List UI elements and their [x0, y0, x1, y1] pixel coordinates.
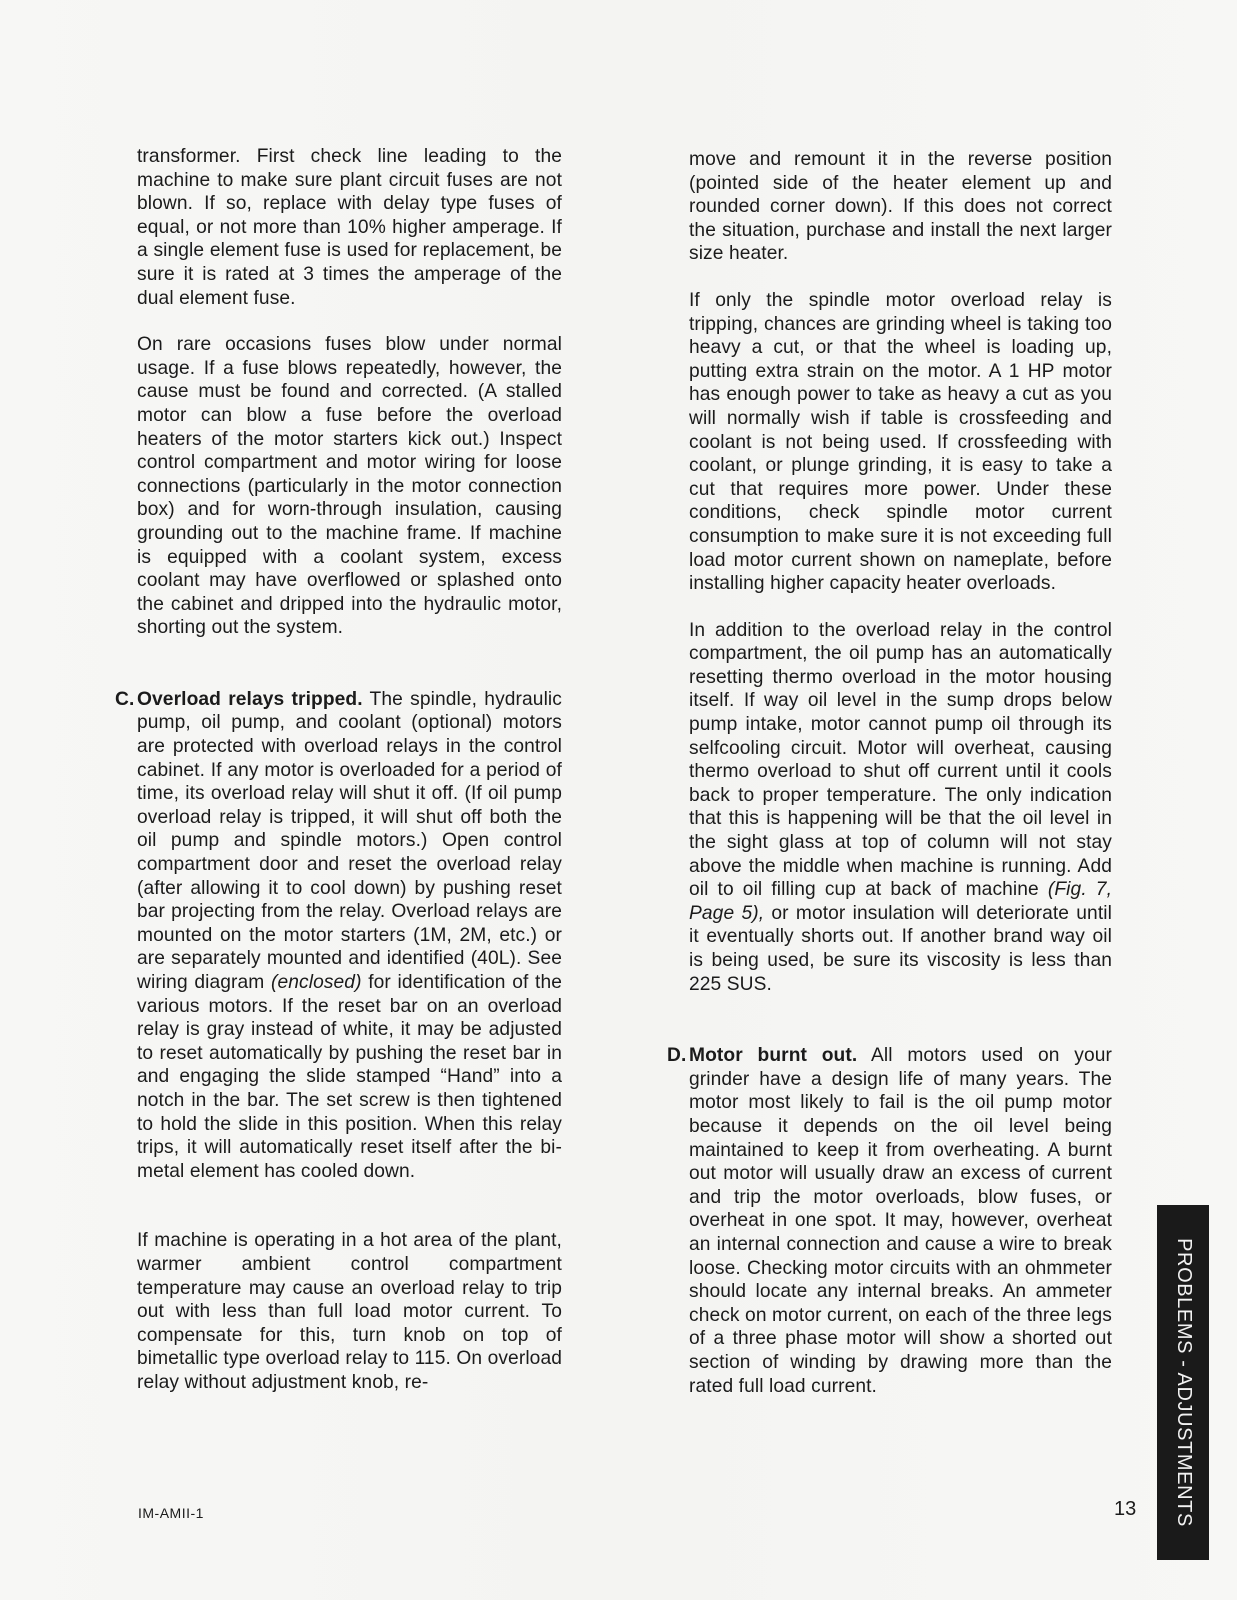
section-d-motor-burnt-out [667, 1044, 1112, 1398]
document-code: IM-AMII-1 [138, 1505, 204, 1521]
section-c-emphasis: (enclosed) [270, 972, 362, 993]
section-d-text: All motors used on your grinder have a design life of many years. The motor most likely to fail is the oil pump motor because it depends on the oil level being maintained to keep it from overheating. A burnt out motor will usually draw an excess of current and trip the motor overloads, blow fuses, or overheat in one spot. It may, however, overheat an internal connection and cause a wire to break loose. Checking motor circuits with an ohmmeter should locate any internal breaks. An ammeter check on motor current, on each of the three legs of a three phase motor will show a shorted out section of winding by drawing more than the rated full load current. [689, 1045, 1112, 1397]
section-d-letter: D. [667, 1045, 687, 1067]
page-number: 13 [1114, 1498, 1137, 1520]
section-side-tab [1157, 1205, 1209, 1560]
right-paragraph-2: If only the spindle motor overload relay is tripping, chances are grinding wheel is taking too heavy a cut, or that the wheel is loading up, putting extra strain on the motor. A 1 HP motor has enough power to take as heavy a cut as you will normally wish if table is crossfeeding and coolant is not being used. If crossfeeding with coolant, or plunge grinding, it is easy to take a cut that requires more power. Under these conditions, check spindle motor current consumption to make sure it is not exceeding full load motor current shown on nameplate, before installing higher capacity heater overloads. [689, 289, 1112, 595]
right-paragraph-1: move and remount it in the reverse position (pointed side of the heater element up and rounded corner down). If this does not correct the situation, purchase and install the next larger size heater. [689, 149, 1112, 265]
left-paragraph-3: If machine is operating in a hot area of the plant, warmer ambient control compartment temperature may cause an overload relay to trip out with less than full load motor current. To compensate for this, turn knob on top of bimetallic type overload relay to 115. On overload relay without adjustment knob, re- [137, 1230, 562, 1393]
section-c-text-b: for identification of the various motors. If the reset bar on an overload relay is gray instead of white, it may be adjusted to reset automatically by pushing the reset bar in and engaging the slide stamped “Hand” into a notch in the bar. The set screw is then tightened to hold the slide in this position. When this relay trips, it will automatically reset itself after the bi-metal element has cooled down. [137, 972, 562, 1182]
figure-reference: (Fig. 7, Page 5), [689, 879, 1113, 924]
section-c-text-a: The spindle, hydraulic pump, oil pump, and coolant (optional) motors are protected with overload relays in the control cabinet. If any motor is overloaded for a period of time, its overload relay will shut it off. (If oil pump overload relay is tripped, it will shut off both the oil pump and spindle motors.) Open control compartment door and reset the overload relay (after allowing it to cool down) by pushing reset bar projecting from the relay. Overload relays are mounted on the motor starters (1M, 2M, etc.) or are separately mounted and identified (40L). See wiring diagram [137, 688, 562, 993]
section-c-heading: Overload relays tripped. [137, 688, 363, 710]
right-paragraph-3 [689, 619, 1112, 997]
section-c-letter: C. [115, 688, 135, 710]
left-column [115, 145, 562, 1395]
section-c-overload-relays [115, 688, 562, 1183]
right-paragraph-3-text-a: In addition to the overload relay in the control compartment, the oil pump has an automatically resetting thermo overload in the motor housing itself. If way oil level in the sump drops below pump intake, motor cannot pump oil through its selfcooling circuit. Motor will overheat, causing thermo overload to shut off current until it cools back to proper temperature. The only indication that this is happening will be that the oil level in the sight glass at top of column will not stay above the middle when machine is running. Add oil to oil filling cup at back of machine [689, 619, 1112, 901]
section-d-heading: Motor burnt out. [689, 1045, 858, 1067]
left-paragraph-1: transformer. First check line leading to the machine to make sure plant circuit fuses are not blown. If so, replace with delay type fuses of equal, or not more than 10% higher amperage. If a single element fuse is used for replacement, be sure it is rated at 3 times the amperage of the dual element fuse. [137, 146, 562, 309]
left-paragraph-2: On rare occasions fuses blow under normal usage. If a fuse blows repeatedly, however, the cause must be found and corrected. (A stalled motor can blow a fuse before the overload heaters of the motor starters kick out.) Inspect control compartment and motor wiring for loose connections (particularly in the motor connection box) and for worn-through insulation, causing grounding out to the machine frame. If machine is equipped with a coolant system, excess coolant may have overflowed or splashed onto the cabinet and dripped into the hydraulic motor, shorting out the system. [137, 334, 562, 639]
side-tab-label: PROBLEMS - ADJUSTMENTS [1172, 1238, 1195, 1527]
right-paragraph-3-text-b: or motor insulation will deteriorate until it eventually shorts out. If another brand way oil is being used, be sure its viscosity is less than 225 SUS. [689, 902, 1112, 995]
right-column [667, 148, 1113, 1398]
